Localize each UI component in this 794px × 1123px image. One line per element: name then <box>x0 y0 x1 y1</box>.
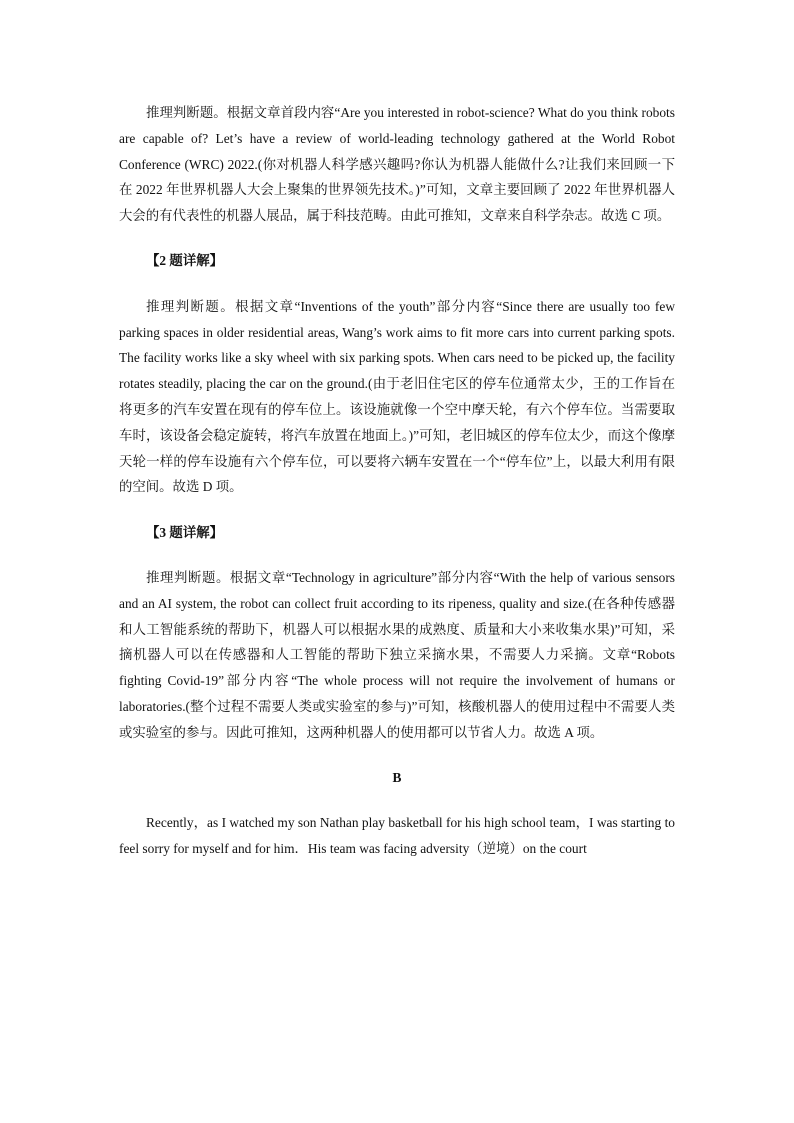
passage-b-paragraph: Recently，as I watched my son Nathan play basketball for his high school team，I was starting to feel sorry for myself and for him．His team was facing adversity（逆境）on the court <box>119 815 675 857</box>
spacer <box>119 746 675 766</box>
spacer <box>119 500 675 520</box>
spacer <box>119 545 675 565</box>
question-2-heading: 【2 题详解】 <box>146 253 223 269</box>
section-b-title: B <box>392 770 402 786</box>
answer-explanation-2: 推理判断题。根据文章“Inventions of the youth”部分内容“Since there are usually too few parking spaces in older residential areas, Wang’s work aims to fit more cars into current parking spots. The facility works like a sky wheel with six parking spots. When cars need to be picked up, the facility rotates steadily, placing the car on the ground.(由于老旧住宅区的停车位通常太少，王的工作旨在将更多的汽车安置在现有的停车位上。该设施就像一个空中摩天轮，有六个停车位。当需要取车时，该设备会稳定旋转，将汽车放置在地面上。)”可知，老旧城区的停车位太少，而这个像摩天轮一样的停车设施有六个停车位，可以要将六辆车安置在一个“停车位”上，以最大利用有限的空间。故选 D 项。 <box>119 298 675 495</box>
answer-explanation-3: 推理判断题。根据文章“Technology in agriculture”部分内容“With the help of various sensors and an AI system, the robot can collect fruit according to its ripeness, quality and size.(在各种传感器和人工智能系统的帮助下，机器人可以根据水果的成熟度、质量和大小来收集水果)”可知，采摘机器人可以在传感器和人工智能的帮助下独立采摘水果，不需要人力采摘。文章“Robots fighting Covid-19”部分内容“The whole process will not require the involvement of humans or laboratories.(整个过程不需要人类或实验室的参与)”可知，核酸机器人的使用过程中不需要人类或实验室的参与。因此可推知，这两种机器人的使用都可以节省人力。故选 A 项。 <box>119 569 675 740</box>
spacer <box>119 274 675 294</box>
answer-explanation-1: 推理判断题。根据文章首段内容“Are you interested in robot-science? What do you think robots are capable of? Let’s have a review of world-leading technology gathered at the World Robot Conference (WRC) 2022.(你对机器人科学感兴趣吗?你认为机器人能做什么?让我们来回顾一下在 2022 年世界机器人大会上聚集的世界领先技术。)”可知，文章主要回顾了 2022 年世界机器人大会的有代表性的机器人展品，属于科技范畴。由此可推知，文章来自科学杂志。故选 C 项。 <box>119 105 675 224</box>
spacer <box>119 791 675 811</box>
spacer <box>119 229 675 249</box>
question-3-heading: 【3 题详解】 <box>146 524 223 540</box>
document-body <box>119 100 675 862</box>
